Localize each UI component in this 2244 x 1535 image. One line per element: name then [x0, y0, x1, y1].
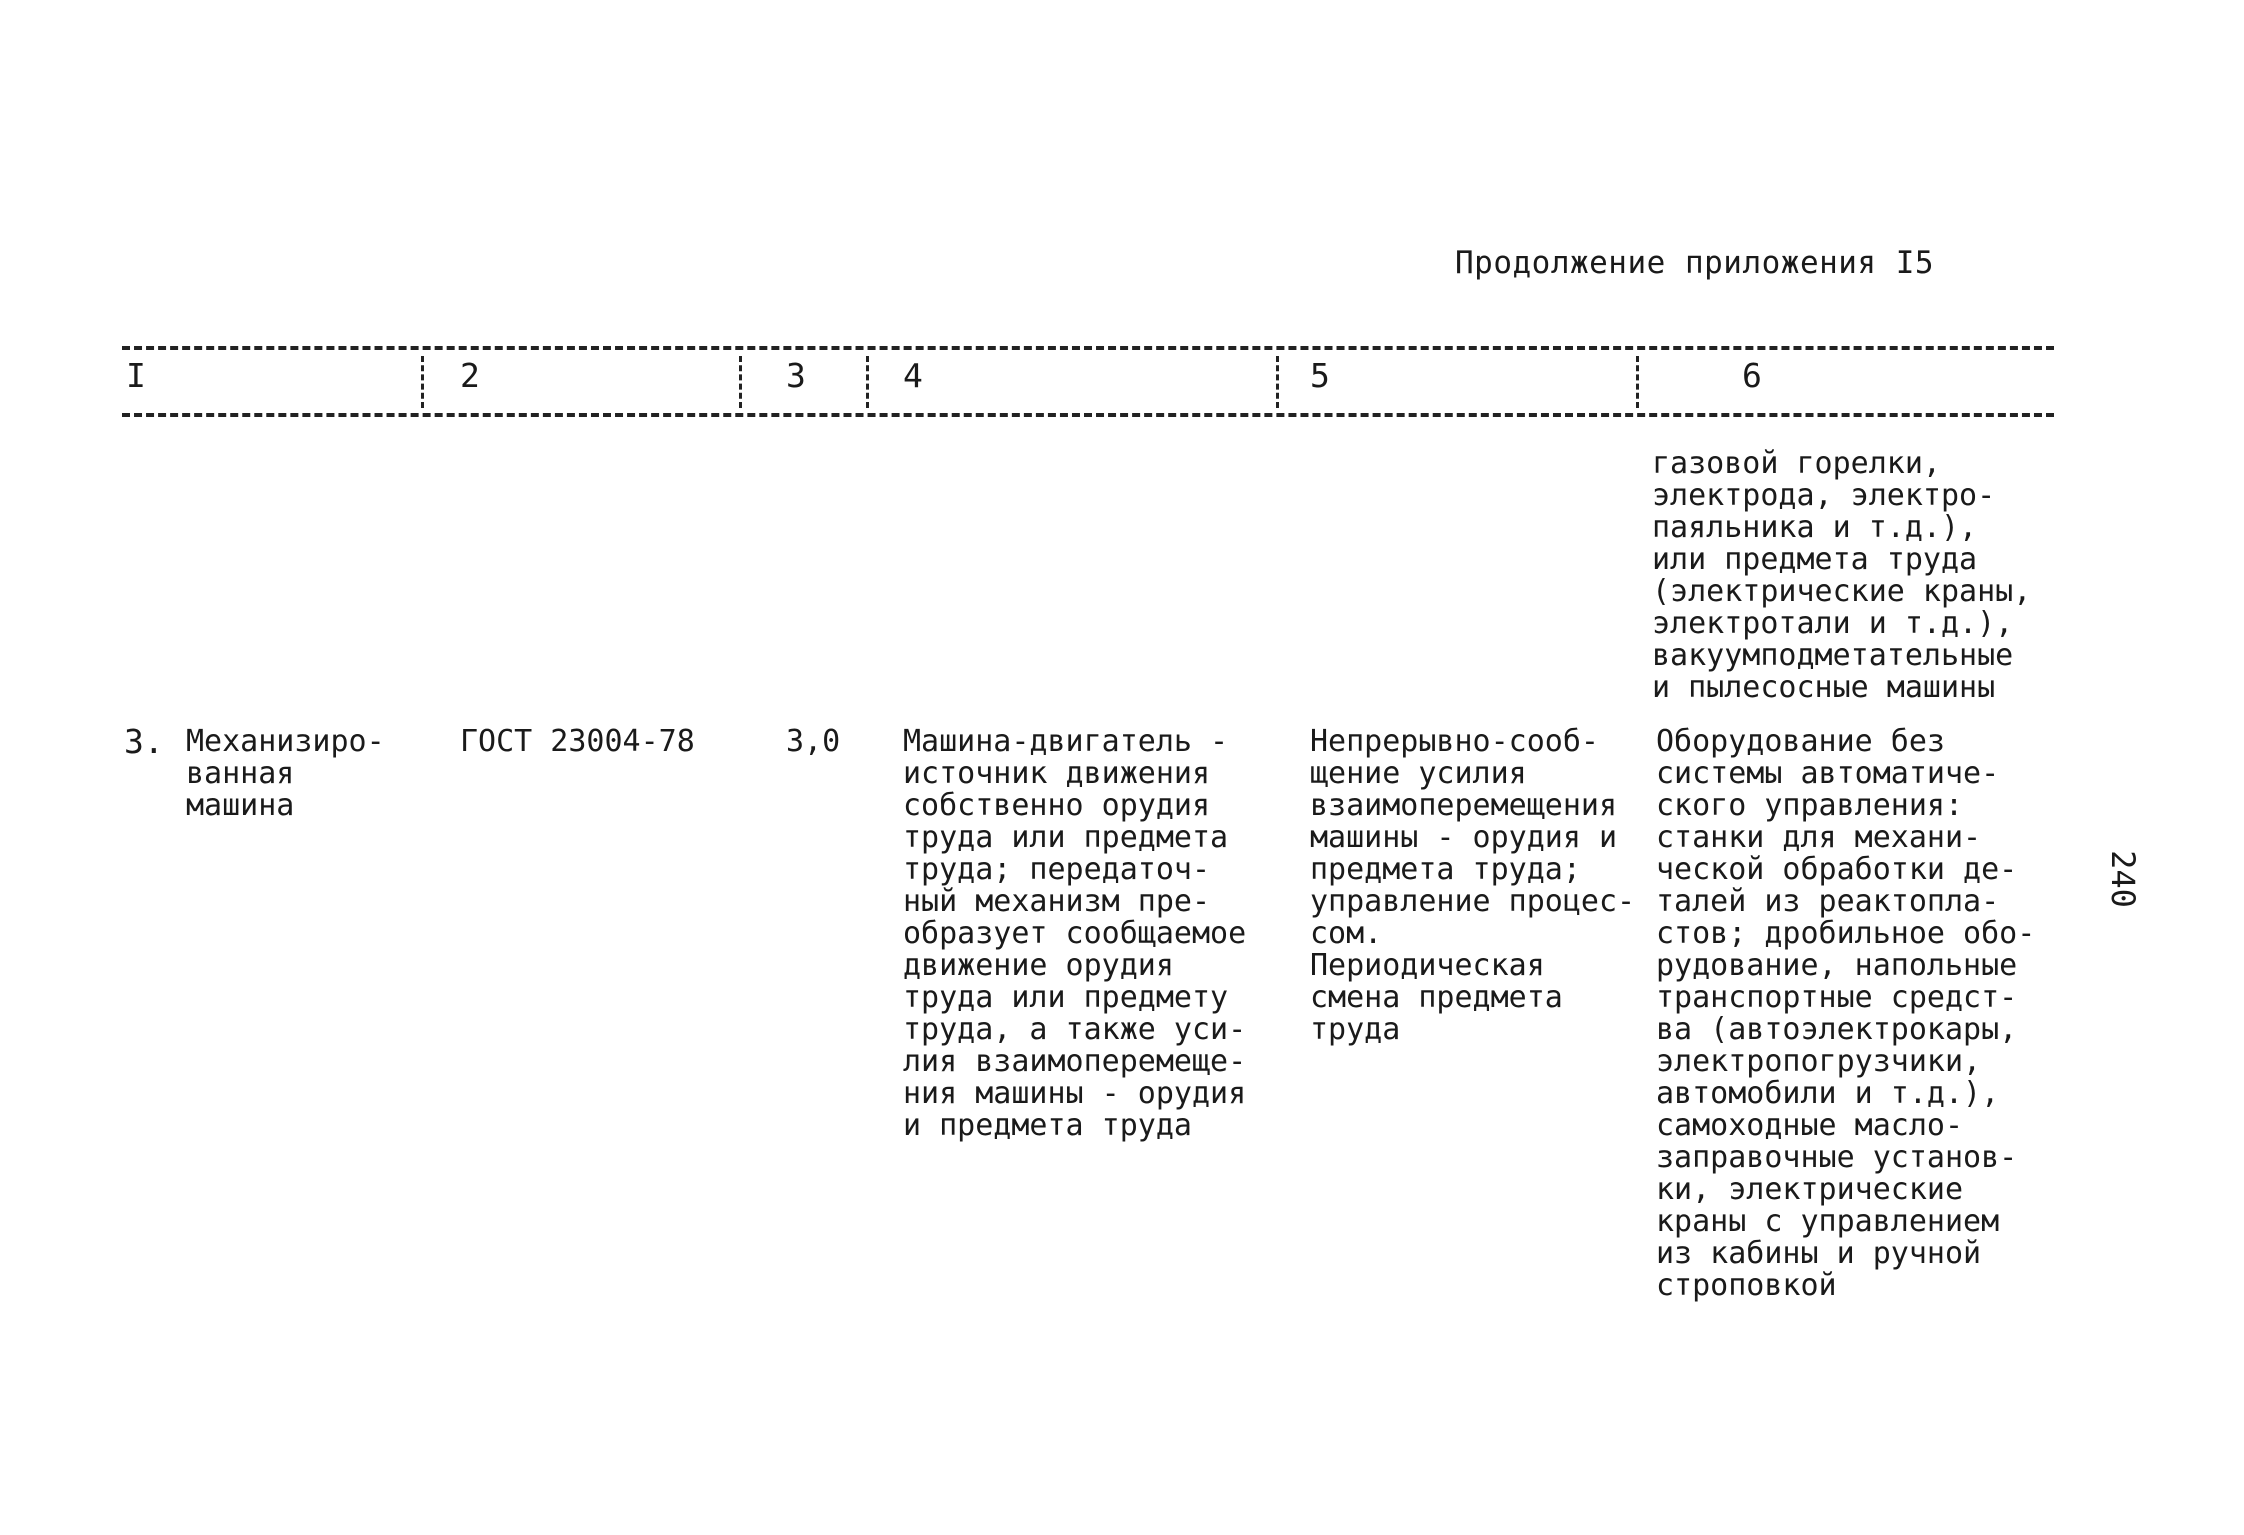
row3-col4-cell: Машина-двигатель - источник движения собственно орудия труда или предмета труда; передаточ- ный механизм пре- образует сообщаемое движение орудия труда или предмету труда, а также уси- лия взаимоперемеще- ния машины - орудия и предмета труда: [903, 724, 1247, 1143]
row3-col5-cell: Непрерывно-сооб- щение усилия взаимоперемещения машины - орудия и предмета труда; управление процес- сом. Периодическая смена предмета труда: [1310, 724, 1636, 1047]
row-number: 3.: [124, 722, 164, 761]
row3-col2-cell: ГОСТ 23004-78: [460, 724, 695, 759]
row3-col6-cell: Оборудование без системы автоматиче- ского управления: станки для механи- ческой обработки де- талей из реактопла- стов; дробильное обо- рудование, напольные транспортные средст- ва (автоэлектрокары, электропогрузчики, автомобили и т.д.), самоходные масло- заправочные установ- ки, электрические краны с управлением из кабины и ручной строповкой: [1656, 724, 2036, 1303]
column-separator-5: [1636, 356, 1639, 408]
column-number-1: I: [126, 356, 146, 395]
header-note: Продолжение приложения I5: [1455, 245, 1935, 281]
column-number-4: 4: [903, 356, 923, 395]
column-number-6: 6: [1742, 356, 1762, 395]
column-separator-1: [421, 356, 424, 408]
page-number: 240: [2103, 850, 2142, 908]
table-header-bottom-rule: [122, 413, 2054, 417]
column-number-3: 3: [786, 356, 806, 395]
column-number-5: 5: [1310, 356, 1330, 395]
column-number-2: 2: [460, 356, 480, 395]
column-separator-4: [1276, 356, 1279, 408]
row3-col3-cell: 3,0: [786, 724, 841, 759]
column-separator-3: [866, 356, 869, 408]
continued-row-col6-cell: газовой горелки, электрода, электро- паяльника и т.д.), или предмета труда (электрические краны, электротали и т.д.), вакуумподметательные и пылесосные машины: [1652, 446, 2032, 705]
row3-col1-cell: Механизиро- ванная машина: [186, 724, 385, 823]
table-top-rule: [122, 346, 2054, 350]
column-separator-2: [739, 356, 742, 408]
